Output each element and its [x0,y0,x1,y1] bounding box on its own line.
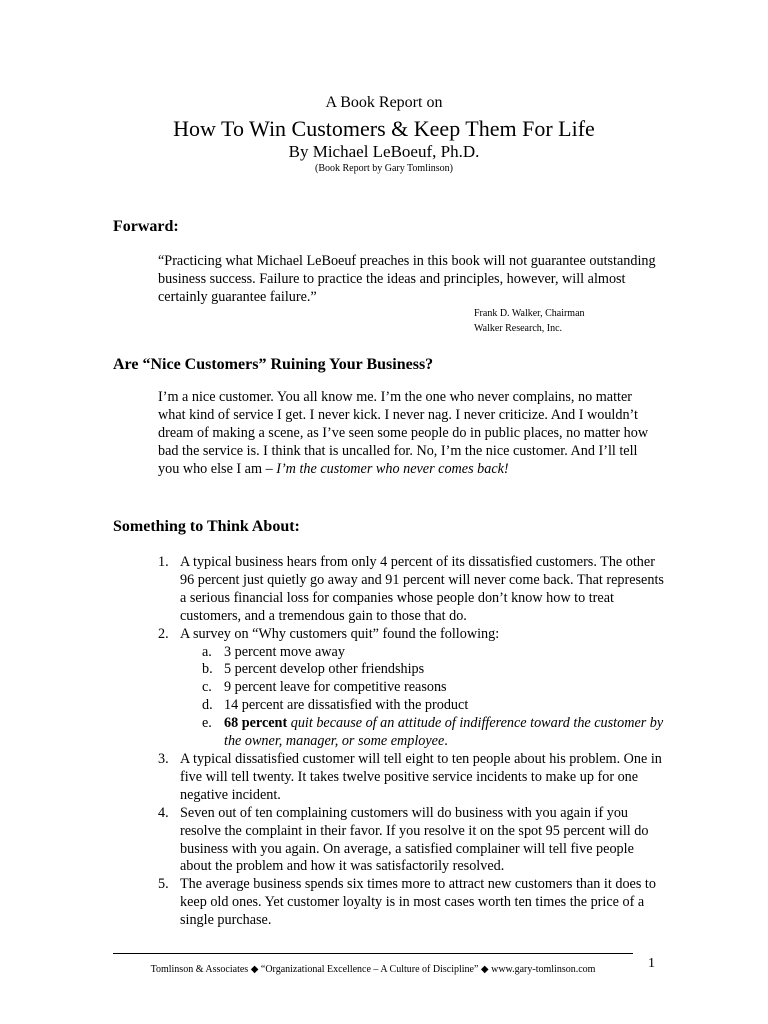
survey-item-text: 9 percent leave for competitive reasons [224,679,447,696]
survey-item [202,679,668,697]
list-item-text: The average business spends six times more to attract new customers than it does to keep old ones. Yet customer loyalty is in most cases worth ten times the price of a single purchase. [180,876,656,929]
think-about-list [158,554,668,930]
list-item-text: A survey on “Why customers quit” found the following: [180,625,500,642]
attribution-name: Frank D. Walker, Chairman [474,308,585,319]
survey-item-tail: . [444,733,448,750]
survey-item-text: 14 percent are dissatisfied with the product [224,697,469,714]
list-item [158,805,668,877]
nice-customers-text: I’m a nice customer. You all know me. I’m the one who never complains, no matter what kind of service I get. I never kick. I never nag. I never criticize. And I wouldn’t dream of making a scene, as I’ve seen some people do in public places, no matter how bad the service is. I think that is uncalled for. No, I’m the nice customer. And I’ll tell you who else I am – [158,389,649,477]
survey-item-italic: quit because of an attitude of indifference toward the customer by the owner, manager, or some employee [224,715,664,750]
survey-item-letter: c. [202,679,212,696]
report-author-note: (Book Report by Gary Tomlinson) [315,163,453,174]
survey-item-letter: d. [202,697,213,714]
forward-heading: Forward: [113,218,179,235]
list-item [158,751,668,805]
survey-item-text: 3 percent move away [224,643,345,660]
forward-quote: “Practicing what Michael LeBoeuf preaches in this book will not guarantee outstanding business success. Failure to practice the ideas and principles, however, will almost certainly guarantee failure.” [158,253,656,305]
list-item-text: A typical dissatisfied customer will tell eight to ten people about his problem. One in five will tell twenty. It takes twelve positive service incidents to make up for one negative incident. [180,750,662,803]
list-item [158,554,668,626]
think-about-heading: Something to Think About: [113,518,300,535]
footer-divider [113,953,633,954]
book-author: By Michael LeBoeuf, Ph.D. [288,142,480,161]
survey-item [202,661,668,679]
nice-customers-paragraph [158,388,658,478]
list-item [158,626,668,751]
list-item-number: 2. [158,625,169,642]
nice-customers-italic: I’m the customer who never comes back! [276,461,509,477]
list-item-number: 4. [158,804,169,821]
survey-item [202,644,668,662]
list-item [158,876,668,930]
survey-item-highlight [202,715,668,751]
attribution-org: Walker Research, Inc. [474,323,563,334]
survey-item-letter: a. [202,643,212,660]
list-item-number: 1. [158,554,169,570]
survey-item-letter: e. [202,715,212,732]
list-item-text: A typical business hears from only 4 percent of its dissatisfied customers. The other 96 percent just quietly go away and 91 percent will never come back. That represents a serious financial loss for companies whose people don’t know how to treat customers, and a tremendous gain to those that do. [180,554,664,624]
footer-text: Tomlinson & Associates ◆ “Organizational Excellence – A Culture of Discipline” ◆ www.gary-tomlinson.com [150,964,596,975]
survey-item-letter: b. [202,661,213,678]
list-item-number: 5. [158,876,169,893]
report-subtitle: A Book Report on [325,94,443,111]
survey-item-bold: 68 percent [224,715,288,732]
survey-item-text: 5 percent develop other friendships [224,661,425,678]
quote-attribution [474,306,585,336]
list-item-number: 3. [158,750,169,767]
page-number: 1 [648,956,655,971]
book-title: How To Win Customers & Keep Them For Life [173,116,595,141]
survey-item [202,697,668,715]
list-item-text: Seven out of ten complaining customers will do business with you again if you resolve the complaint in their favor. If you resolve it on the spot 95 percent will do business with you again. On average, a satisfied complainer will tell five people about the problem and how it was satisfactorily resolved. [180,804,649,875]
nice-customers-heading: Are “Nice Customers” Ruining Your Business? [113,356,434,373]
